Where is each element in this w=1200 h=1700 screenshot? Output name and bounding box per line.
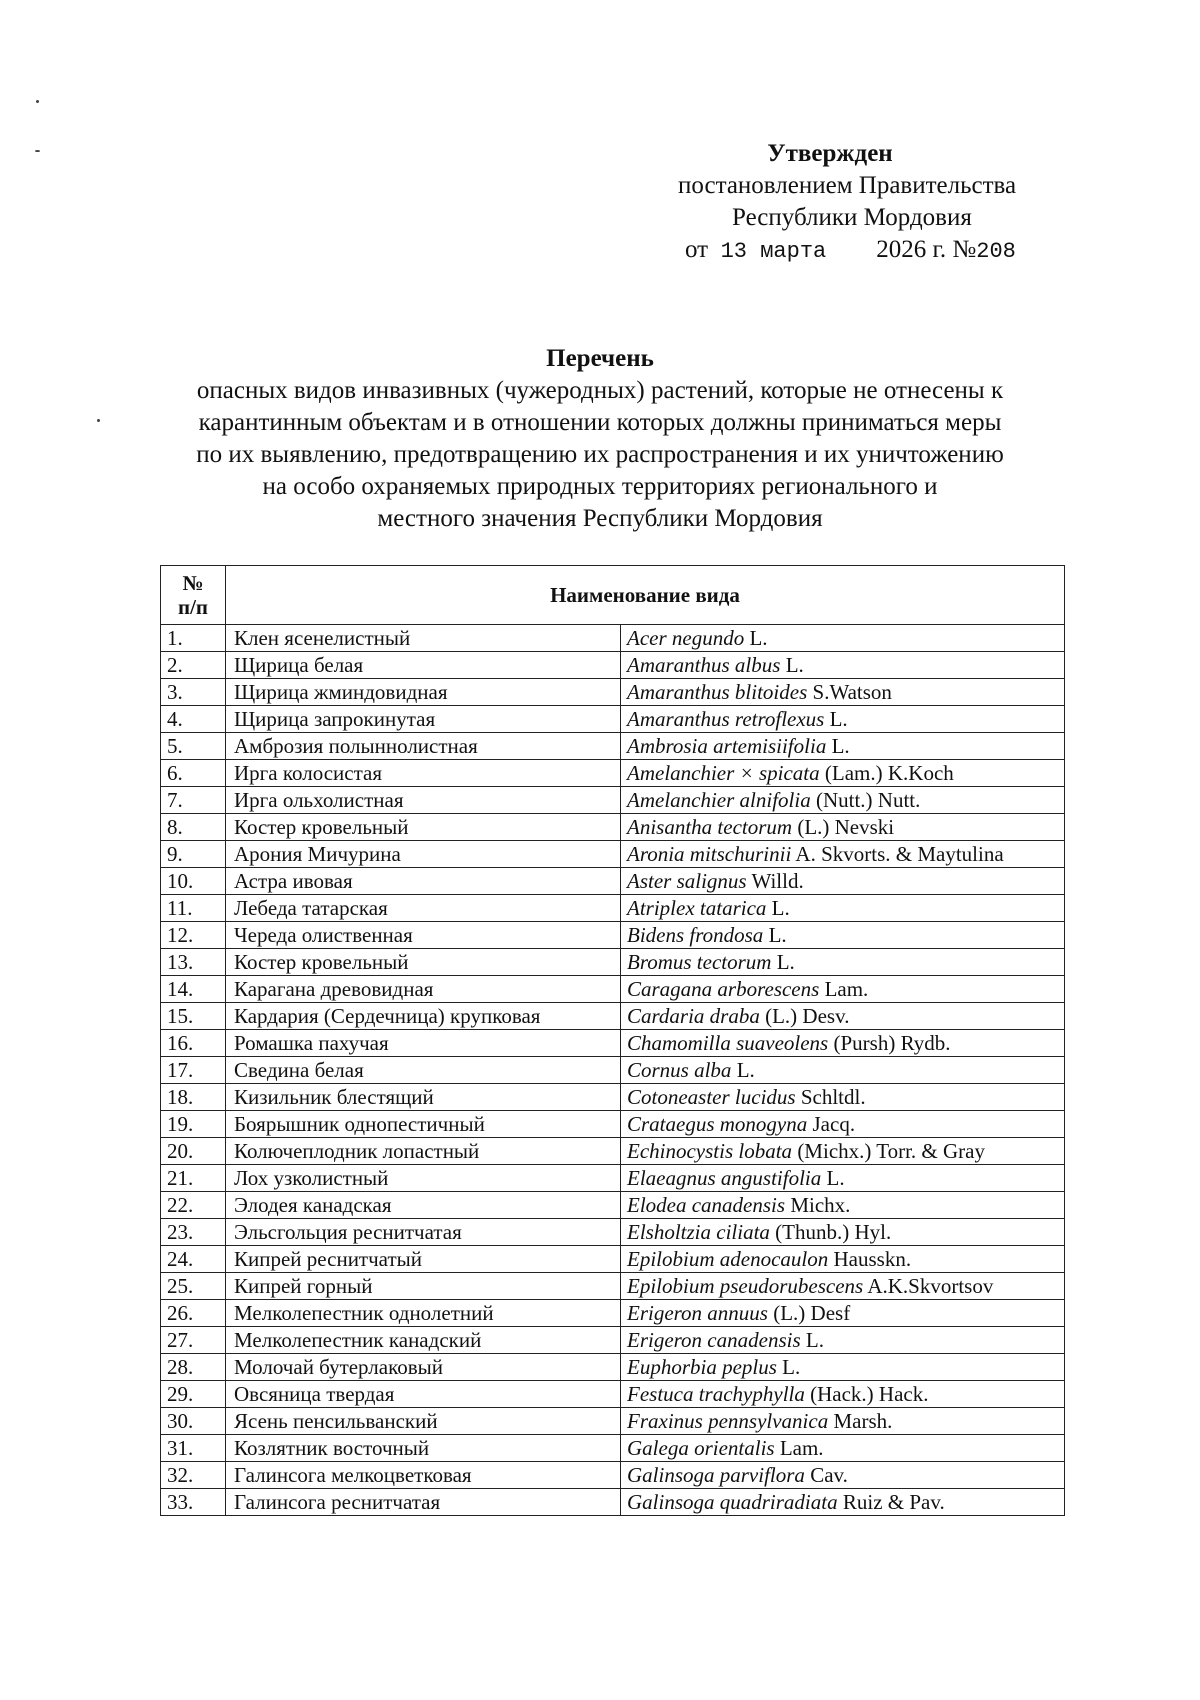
- russian-name: Кизильник блестящий: [226, 1084, 621, 1111]
- russian-name: Ирга колосистая: [226, 760, 621, 787]
- latin-name: [621, 841, 1065, 868]
- russian-name: Клен ясенелистный: [226, 625, 621, 652]
- latin-genus-species: Atriplex tatarica: [627, 896, 767, 920]
- table-row: [161, 976, 1065, 1003]
- title-line: местного значения Республики Мордовия: [377, 505, 823, 532]
- row-number: 28.: [161, 1354, 226, 1381]
- approval-heading: Утвержден: [767, 140, 893, 167]
- russian-name: Эльсгольция реснитчатая: [226, 1219, 621, 1246]
- table-row: [161, 1381, 1065, 1408]
- latin-author: (L.) Nevski: [792, 815, 895, 839]
- header-name: Наименование вида: [226, 566, 1065, 625]
- latin-genus-species: Ambrosia artemisiifolia: [627, 734, 827, 758]
- latin-genus-species: Caragana arborescens: [627, 977, 820, 1001]
- latin-genus-species: Cornus alba: [627, 1058, 732, 1082]
- table-row: [161, 1435, 1065, 1462]
- latin-genus-species: Erigeron annuus: [627, 1301, 768, 1325]
- russian-name: Кипрей реснитчатый: [226, 1246, 621, 1273]
- row-number: 25.: [161, 1273, 226, 1300]
- approval-stamp: [660, 138, 1060, 268]
- latin-name: [621, 1354, 1065, 1381]
- latin-name: [621, 1435, 1065, 1462]
- latin-name: [621, 760, 1065, 787]
- latin-author: (Michx.) Torr. & Gray: [792, 1139, 985, 1163]
- title-line: по их выявлению, предотвращению их распространения и их уничтожению: [196, 441, 1004, 468]
- latin-author: Ruiz & Pav.: [837, 1490, 945, 1514]
- latin-genus-species: Cotoneaster lucidus: [627, 1085, 796, 1109]
- latin-author: Cav.: [804, 1463, 848, 1487]
- table-row: [161, 652, 1065, 679]
- russian-name: Щирица белая: [226, 652, 621, 679]
- russian-name: Череда олиственная: [226, 922, 621, 949]
- table-row: [161, 1408, 1065, 1435]
- latin-name: [621, 1057, 1065, 1084]
- latin-genus-species: Acer negundo: [627, 626, 745, 650]
- latin-name: [621, 733, 1065, 760]
- latin-genus-species: Fraxinus pennsylvanica: [627, 1409, 829, 1433]
- latin-genus-species: Bidens frondosa: [627, 923, 764, 947]
- approval-number: 208: [976, 239, 1016, 264]
- latin-name: [621, 1084, 1065, 1111]
- latin-name: [621, 1381, 1065, 1408]
- latin-author: L.: [763, 923, 787, 947]
- table-header-row: [161, 566, 1065, 625]
- latin-name: [621, 1273, 1065, 1300]
- latin-name: [621, 1192, 1065, 1219]
- latin-author: L.: [824, 707, 848, 731]
- table-row: [161, 1084, 1065, 1111]
- table-row: [161, 733, 1065, 760]
- latin-name: [621, 1408, 1065, 1435]
- table-body: [161, 625, 1065, 1516]
- latin-name: [621, 949, 1065, 976]
- row-number: 4.: [161, 706, 226, 733]
- table-row: [161, 1192, 1065, 1219]
- table-row: [161, 949, 1065, 976]
- table-row: [161, 1489, 1065, 1516]
- table-row: [161, 922, 1065, 949]
- table-row: [161, 868, 1065, 895]
- table-row: [161, 1138, 1065, 1165]
- row-number: 8.: [161, 814, 226, 841]
- latin-name: [621, 814, 1065, 841]
- row-number: 19.: [161, 1111, 226, 1138]
- latin-author: L.: [766, 896, 790, 920]
- title-heading: Перечень: [546, 345, 654, 372]
- latin-name: [621, 895, 1065, 922]
- latin-name: [621, 1165, 1065, 1192]
- latin-name: [621, 976, 1065, 1003]
- russian-name: Молочай бутерлаковый: [226, 1354, 621, 1381]
- scan-speck: [36, 100, 39, 103]
- table-row: [161, 1462, 1065, 1489]
- latin-author: Michx.: [785, 1193, 851, 1217]
- approval-line-1: постановлением Правительства: [678, 172, 1017, 199]
- row-number: 21.: [161, 1165, 226, 1192]
- table-row: [161, 679, 1065, 706]
- latin-name: [621, 1030, 1065, 1057]
- latin-name: [621, 922, 1065, 949]
- latin-author: L.: [800, 1328, 824, 1352]
- latin-author: (Pursh) Rydb.: [828, 1031, 951, 1055]
- latin-genus-species: Amaranthus retroflexus: [627, 707, 825, 731]
- table-row: [161, 706, 1065, 733]
- latin-genus-species: Aster salignus: [627, 869, 747, 893]
- russian-name: Ирга ольхолистная: [226, 787, 621, 814]
- table-row: [161, 760, 1065, 787]
- row-number: 18.: [161, 1084, 226, 1111]
- latin-author: Lam.: [819, 977, 869, 1001]
- russian-name: Лебеда татарская: [226, 895, 621, 922]
- latin-name: [621, 679, 1065, 706]
- latin-author: S.Watson: [807, 680, 892, 704]
- title-line: карантинным объектам и в отношении которых должны приниматься меры: [198, 409, 1002, 436]
- latin-author: L.: [731, 1058, 755, 1082]
- russian-name: Карагана древовидная: [226, 976, 621, 1003]
- russian-name: Овсяница твердая: [226, 1381, 621, 1408]
- russian-name: Сведина белая: [226, 1057, 621, 1084]
- row-number: 12.: [161, 922, 226, 949]
- header-num-abbr: п/п: [177, 595, 209, 619]
- latin-genus-species: Euphorbia peplus: [627, 1355, 777, 1379]
- latin-genus-species: Cardaria draba: [627, 1004, 760, 1028]
- latin-author: A.K.Skvortsov: [863, 1274, 994, 1298]
- row-number: 23.: [161, 1219, 226, 1246]
- russian-name: Ясень пенсильванский: [226, 1408, 621, 1435]
- row-number: 15.: [161, 1003, 226, 1030]
- approval-line-2: Республики Мордовия: [732, 204, 972, 231]
- latin-author: (Lam.) K.Koch: [819, 761, 954, 785]
- row-number: 29.: [161, 1381, 226, 1408]
- row-number: 2.: [161, 652, 226, 679]
- row-number: 10.: [161, 868, 226, 895]
- latin-genus-species: Amaranthus blitoides: [627, 680, 808, 704]
- table-row: [161, 787, 1065, 814]
- latin-author: (L.) Desf: [767, 1301, 851, 1325]
- russian-name: Амброзия полыннолистная: [226, 733, 621, 760]
- russian-name: Щирица запрокинутая: [226, 706, 621, 733]
- latin-author: Jacq.: [807, 1112, 856, 1136]
- latin-author: (L.) Desv.: [759, 1004, 850, 1028]
- latin-author: (Thunb.) Hyl.: [769, 1220, 892, 1244]
- latin-author: L.: [780, 653, 804, 677]
- row-number: 6.: [161, 760, 226, 787]
- row-number: 16.: [161, 1030, 226, 1057]
- russian-name: Кипрей горный: [226, 1273, 621, 1300]
- row-number: 7.: [161, 787, 226, 814]
- table-row: [161, 1057, 1065, 1084]
- row-number: 14.: [161, 976, 226, 1003]
- latin-name: [621, 787, 1065, 814]
- table-row: [161, 1030, 1065, 1057]
- approval-year: 2026 г. №: [876, 236, 977, 263]
- latin-author: (Nutt.) Nutt.: [810, 788, 921, 812]
- russian-name: Костер кровельный: [226, 949, 621, 976]
- row-number: 32.: [161, 1462, 226, 1489]
- table-row: [161, 814, 1065, 841]
- table-row: [161, 1111, 1065, 1138]
- header-num: [161, 566, 226, 625]
- latin-genus-species: Aronia mitschurinii: [627, 842, 792, 866]
- russian-name: Колючеплодник лопастный: [226, 1138, 621, 1165]
- document-title: [120, 343, 1080, 535]
- latin-genus-species: Amelanchier alnifolia: [627, 788, 811, 812]
- russian-name: Костер кровельный: [226, 814, 621, 841]
- latin-name: [621, 1003, 1065, 1030]
- latin-name: [621, 706, 1065, 733]
- latin-name: [621, 1138, 1065, 1165]
- header-num-symbol: №: [182, 571, 204, 595]
- row-number: 17.: [161, 1057, 226, 1084]
- latin-genus-species: Bromus tectorum: [627, 950, 772, 974]
- latin-author: L.: [776, 1355, 801, 1379]
- latin-genus-species: Galinsoga quadriradiata: [627, 1490, 838, 1514]
- russian-name: Козлятник восточный: [226, 1435, 621, 1462]
- latin-name: [621, 625, 1065, 652]
- table-row: [161, 1300, 1065, 1327]
- russian-name: Мелколепестник однолетний: [226, 1300, 621, 1327]
- latin-author: Lam.: [774, 1436, 824, 1460]
- row-number: 20.: [161, 1138, 226, 1165]
- russian-name: Лох узколистный: [226, 1165, 621, 1192]
- latin-name: [621, 1246, 1065, 1273]
- approval-date-prefix: от: [685, 236, 709, 263]
- table-row: [161, 841, 1065, 868]
- latin-author: L.: [771, 950, 795, 974]
- latin-author: L.: [821, 1166, 845, 1190]
- russian-name: Мелколепестник канадский: [226, 1327, 621, 1354]
- table-row: [161, 1327, 1065, 1354]
- latin-author: Hausskn.: [828, 1247, 912, 1271]
- table-row: [161, 1273, 1065, 1300]
- latin-genus-species: Galega orientalis: [627, 1436, 775, 1460]
- russian-name: Арония Мичурина: [226, 841, 621, 868]
- latin-author: (Hack.) Hack.: [804, 1382, 929, 1406]
- scan-speck: [97, 419, 100, 422]
- latin-genus-species: Echinocystis lobata: [627, 1139, 793, 1163]
- row-number: 27.: [161, 1327, 226, 1354]
- table-row: [161, 1165, 1065, 1192]
- russian-name: Элодея канадская: [226, 1192, 621, 1219]
- russian-name: Щирица жминдовидная: [226, 679, 621, 706]
- latin-author: Marsh.: [828, 1409, 893, 1433]
- latin-author: Schltdl.: [795, 1085, 866, 1109]
- latin-genus-species: Galinsoga parviflora: [627, 1463, 805, 1487]
- latin-name: [621, 652, 1065, 679]
- latin-name: [621, 1300, 1065, 1327]
- latin-genus-species: Festuca trachyphylla: [627, 1382, 805, 1406]
- row-number: 22.: [161, 1192, 226, 1219]
- row-number: 3.: [161, 679, 226, 706]
- latin-name: [621, 868, 1065, 895]
- row-number: 26.: [161, 1300, 226, 1327]
- row-number: 33.: [161, 1489, 226, 1516]
- latin-genus-species: Crataegus monogyna: [627, 1112, 808, 1136]
- latin-name: [621, 1327, 1065, 1354]
- row-number: 24.: [161, 1246, 226, 1273]
- latin-genus-species: Amelanchier × spicata: [627, 761, 820, 785]
- latin-genus-species: Elsholtzia ciliata: [627, 1220, 770, 1244]
- title-line: на особо охраняемых природных территориях регионального и: [262, 473, 938, 500]
- russian-name: Астра ивовая: [226, 868, 621, 895]
- latin-genus-species: Elaeagnus angustifolia: [627, 1166, 822, 1190]
- row-number: 9.: [161, 841, 226, 868]
- row-number: 11.: [161, 895, 226, 922]
- table-row: [161, 1003, 1065, 1030]
- table-row: [161, 1246, 1065, 1273]
- russian-name: Ромашка пахучая: [226, 1030, 621, 1057]
- table-row: [161, 625, 1065, 652]
- russian-name: Галинсога реснитчатая: [226, 1489, 621, 1516]
- approval-date: [660, 234, 1060, 268]
- row-number: 31.: [161, 1435, 226, 1462]
- scan-speck: [35, 150, 40, 152]
- latin-name: [621, 1111, 1065, 1138]
- title-line: опасных видов инвазивных (чужеродных) растений, которые не отнесены к: [196, 377, 1004, 404]
- approval-date-value: 13 марта: [720, 239, 827, 264]
- latin-genus-species: Anisantha tectorum: [627, 815, 793, 839]
- latin-genus-species: Elodea canadensis: [627, 1193, 786, 1217]
- latin-author: Willd.: [746, 869, 804, 893]
- russian-name: Галинсога мелкоцветковая: [226, 1462, 621, 1489]
- latin-name: [621, 1489, 1065, 1516]
- latin-author: L.: [826, 734, 850, 758]
- latin-name: [621, 1219, 1065, 1246]
- russian-name: Кардария (Сердечница) крупковая: [226, 1003, 621, 1030]
- latin-genus-species: Amaranthus albus: [627, 653, 781, 677]
- latin-genus-species: Epilobium adenocaulon: [627, 1247, 829, 1271]
- table-row: [161, 895, 1065, 922]
- row-number: 5.: [161, 733, 226, 760]
- latin-genus-species: Epilobium pseudorubescens: [627, 1274, 864, 1298]
- table-row: [161, 1354, 1065, 1381]
- species-table: [160, 565, 1065, 1516]
- row-number: 30.: [161, 1408, 226, 1435]
- latin-author: L.: [744, 626, 768, 650]
- latin-author: A. Skvorts. & Maytulina: [791, 842, 1004, 866]
- table-row: [161, 1219, 1065, 1246]
- row-number: 1.: [161, 625, 226, 652]
- latin-name: [621, 1462, 1065, 1489]
- latin-genus-species: Chamomilla suaveolens: [627, 1031, 829, 1055]
- latin-genus-species: Erigeron canadensis: [627, 1328, 801, 1352]
- row-number: 13.: [161, 949, 226, 976]
- russian-name: Боярышник однопестичный: [226, 1111, 621, 1138]
